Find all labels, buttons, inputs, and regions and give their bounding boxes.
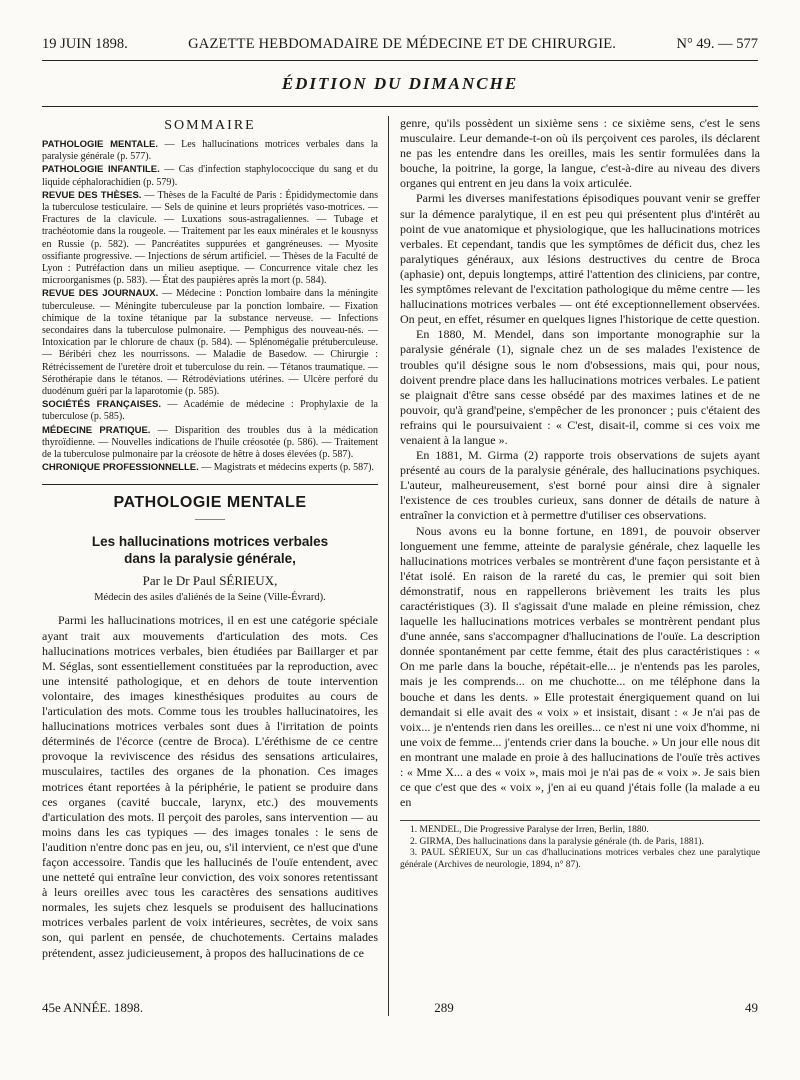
- body-paragraph: En 1881, M. Girma (2) rapporte trois observations de sujets ayant présenté au cours de la paralysie générale, des hallucinations psychiques. L'auteur, malheureusement, s'est borné pour ainsi dire à signaler l'existence de ces troubles curieux, sans donner de détails de nature à entraîner la conviction et à permettre d'utiliser ces observations.: [400, 448, 760, 523]
- sommaire-text: — Magistrats et médecins experts (p. 587).: [198, 462, 374, 474]
- article-section-title: PATHOLOGIE MENTALE: [113, 494, 307, 512]
- sommaire-item: [42, 462, 378, 474]
- sommaire-text: — Médecine : Ponction lombaire dans la méningite tuberculeuse. — Méningite tuberculeuse par la ponction lombaire. — Fixation chimique de la toxine tétanique par la substance nerveuse. — Infections secondaires dans la tuberculose pulmonaire. — Pemphigus des nouveau-nés. — Intoxication par le chlorure de chaux (p. 584). — Splénomégalie prétuberculeuse. — Béribéri chez les nourrissons. — Maladie de Basedow. — Chirurgie : Rétrécissement de l'uretère droit et tuberculose du rein. — Tétanos traumatique. — Sérothérapie dans le tétanos. — Rétrodéviations utérines. — Ulcère perforé du duodénum guéri par la laparotomie (p. 585).: [42, 288, 378, 398]
- right-column: [400, 116, 760, 871]
- article-title-line: dans la paralysie générale,: [124, 551, 296, 567]
- sommaire-item: [42, 288, 378, 398]
- column-divider: [388, 116, 389, 1016]
- issue-date: 19 JUIN 1898.: [42, 36, 128, 52]
- body-paragraph: Nous avons eu la bonne fortune, en 1891, de pouvoir observer longuement une femme, atteinte de paralysie générale, chez laquelle les hallucinations motrices verbales se montrèrent d'une façon persistante et à l'état isolé. En raison de la rareté du cas, le premier qui soit bien démonstratif, nous en rappellerons brièvement les traits les plus caractéristiques (3). Il s'agissait d'une malade en pleine rémission, chez laquelle les hallucinations motrices verbales se montrèrent pendant plus d'une année, sans s'accompagner d'hallucinations de l'ouïe. La description donnée spontanément par cette femme, était des plus caractéristiques : « On me parle dans la bouche, répétait-elle... je n'entends pas les paroles, mais je les comprends... on me chuchotte... on me téléphone dans la bouche et dans les dents. » Elle protestait énergiquement quand on lui demandait si elle avait des « voix » et insistait, disant : « Je n'ai pas de voix... je n'entends rien dans les oreilles... ce n'est ni une voix d'homme, ni une voix de femme... j'entends crier dans la bouche. » Un jour elle nous dit en montrant une malade en proie à des hallucinations de l'ouïe très actives : « Mme X... a des « voix », mais moi je n'ai pas de « voix ». Je sais bien ce que c'est que des « voix », j'en ai eu quand j'étais folle (la malade a eu en: [400, 523, 760, 810]
- author-affiliation: Médecin des asiles d'aliénés de la Seine (Ville-Évrard).: [94, 592, 326, 604]
- sommaire-item: [42, 425, 378, 462]
- title-ornament: ———: [195, 514, 225, 526]
- sommaire-section: MÉDECINE PRATIQUE.: [42, 424, 151, 436]
- sommaire-list: [42, 139, 378, 474]
- body-paragraph: Parmi les diverses manifestations épisodiques pouvant venir se greffer sur la démence paralytique, il en est peu qui présentent plus d'intérêt au point de vue anatomique et physiologique, que les hallucinations motrices verbales. Et cependant, tandis que les symptômes de déficit dus, chez les paralytiques généraux, aux lésions destructives du centre de Broca (aphasie) ont, depuis longtemps, attiré l'attention des cliniciens, par contre, les symptômes relevant de l'excitation pathologique du même centre — les hallucinations motrices verbales — ont été exceptionnellement observées. On peut, en effet, résumer en quelques lignes l'historique de cette question.: [400, 191, 760, 327]
- sommaire-item: [42, 139, 378, 163]
- article-title-line: Les hallucinations motrices verbales: [91, 534, 329, 550]
- footnote: 3. PAUL SÉRIEUX, Sur un cas d'hallucinations motrices verbales chez une paralytique générale (Archives de neurologie, 1894, n° 87).: [400, 848, 760, 870]
- sommaire-section: PATHOLOGIE MENTALE.: [42, 139, 158, 150]
- edition-banner: ÉDITION DU DIMANCHE: [42, 74, 758, 107]
- sommaire-text: — Cas d'infection staphylococcique du sang et du liquide céphalorachidien (p. 579).: [42, 164, 378, 188]
- sommaire-item: [42, 399, 378, 423]
- sommaire-section: CHRONIQUE PROFESSIONNELLE.: [42, 462, 199, 474]
- left-column: [42, 116, 378, 961]
- page-footer: [42, 1000, 758, 1016]
- sommaire-section: REVUE DES JOURNAUX.: [42, 288, 159, 300]
- sommaire-text: — Les hallucinations motrices verbales dans la paralysie générale (p. 577).: [42, 139, 378, 163]
- article-body-left: [42, 613, 378, 960]
- article-body-right: [400, 116, 760, 810]
- footer-year: 45e ANNÉE. 1898.: [42, 1000, 144, 1015]
- sommaire-item: [42, 190, 378, 288]
- footnote: 2. GIRMA, Des hallucinations dans la paralysie générale (th. de Paris, 1881).: [410, 836, 704, 847]
- article-title: [42, 533, 378, 567]
- footnotes: [400, 820, 760, 871]
- page-header: [42, 36, 758, 61]
- journal-title: GAZETTE HEBDOMADAIRE DE MÉDECINE ET DE CHIRURGIE.: [188, 36, 617, 52]
- sommaire-text: — Académie de médecine : Prophylaxie de la tuberculose (p. 585).: [42, 399, 378, 423]
- sommaire-text: — Thèses de la Faculté de Paris : Épididymectomie dans la tuberculose testiculaire. — Sels de quinine et leurs propriétés vaso-motrices. — Fractures de la clavicule. — Luxations sous-astragaliennes. — Tubage et trachéotomie dans la rougeole. — Traitement par les eaux minérales et le kousnyss en Russie (p. 582). — Pancréatites suppurées et gangréneuses. — Myosite ossifiante progressive. — Injections de sérum artificiel. — Thèses de la Faculté de Lyon : Putréfaction dans un milieu aseptique. — Concurrence vitale chez les microorganismes (p. 583). — État des paupières après la mort (p. 584).: [42, 189, 378, 287]
- body-paragraph: En 1880, M. Mendel, dans son importante monographie sur la paralysie générale (1), signale chez un de ses malades l'existence de troubles qu'il désigne sous le nom d'obsessions, mais qui, pour nous, doivent prendre place dans les hallucinations motrices verbales. Le patient se plaignait d'être sans cesse obsédé par des maximes latines et de ne pouvoir, qu'à grand'peine, s'empêcher de les prononcer ; puis c'étaient des refrains qui le poursuivaient : « C'est, disait-il, comme si ces voix me venaient à la langue ».: [400, 327, 760, 447]
- sommaire-title: SOMMAIRE: [164, 118, 256, 133]
- sommaire-section: REVUE DES THÈSES.: [42, 189, 142, 201]
- footnote: 1. MENDEL, Die Progressive Paralyse der Irren, Berlin, 1880.: [410, 825, 649, 836]
- body-paragraph: genre, qu'ils possèdent un sixième sens : ce sixième sens, c'est le sens musculaire. Leur demande-t-on où ils perçoivent ces paroles, ils déclarent ne pas les entendre dans les oreilles, mais les sentir formulées dans la bouche, la poitrine, la gorge, la langue, c'est-à-dire au niveau des divers organes qui entrent en jeu dans la voix articulée.: [400, 116, 760, 191]
- body-paragraph: Parmi les hallucinations motrices, il en est une catégorie spéciale ayant trait aux mouvements d'articulation des mots. Ces hallucinations motrices verbales, bien étudiées par Baillarger et par M. Séglas, sont essentiellement constituées par la reproduction, avec une intensité pathologique, et en dehors de toute intervention volontaire, des images kinesthésiques produites au cours de l'articulation des mots. Comme tous les troubles hallucinatoires, les hallucinations motrices verbales sont dues à l'irritation de points déterminés de l'écorce (centre de Broca). L'éréthisme de ce centre provoque la reviviscence des résidus des sensations articulaires, musculaires, tactiles des organes de la phonation. Ces images motrices étant reportées à la périphérie, le patient se produire dans ces organes (cavité buccale, larynx, etc.) des mouvements d'articulation des mots. Il perçoit des paroles, sans intervention — au moins dans les cas typiques — des images tonales : le sens de l'audition n'entre donc pas en jeu, ou, s'il intervient, ce n'est que d'une façon accessoire. Tandis que les hallucinés de l'ouïe entendent, avec une netteté qui entraîne leur conviction, des voix sonores retentissant à leurs oreilles avec tous les caractères des sensations auditives normales, les sujets chez lesquels se produisent des hallucinations motrices verbales parlent de voix intérieures, secrètes, de voix sans son, qui parlent en pensée, de chuchotements. Certains malades prétendent, assez judicieusement, à propos des hallucinations de ce: [42, 613, 378, 960]
- footer-sheet: 49: [744, 1000, 758, 1015]
- sommaire-section: SOCIÉTÉS FRANÇAISES.: [42, 399, 162, 411]
- article-author: Par le Dr Paul SÉRIEUX,: [142, 573, 278, 589]
- issue-number: N° 49. — 577: [676, 36, 758, 52]
- sommaire-item: [42, 164, 378, 188]
- sommaire-text: — Disparition des troubles dus à la médication thyroïdienne. — Nouvelles indications de l'huile créosotée (p. 586). — Traitement de la tuberculose pulmonaire par la créosote de hêtre à doses élevées (p. 587).: [42, 424, 378, 461]
- section-rule: [42, 484, 378, 485]
- sommaire-section: PATHOLOGIE INFANTILE.: [42, 164, 160, 176]
- footer-page: 289: [434, 1000, 454, 1015]
